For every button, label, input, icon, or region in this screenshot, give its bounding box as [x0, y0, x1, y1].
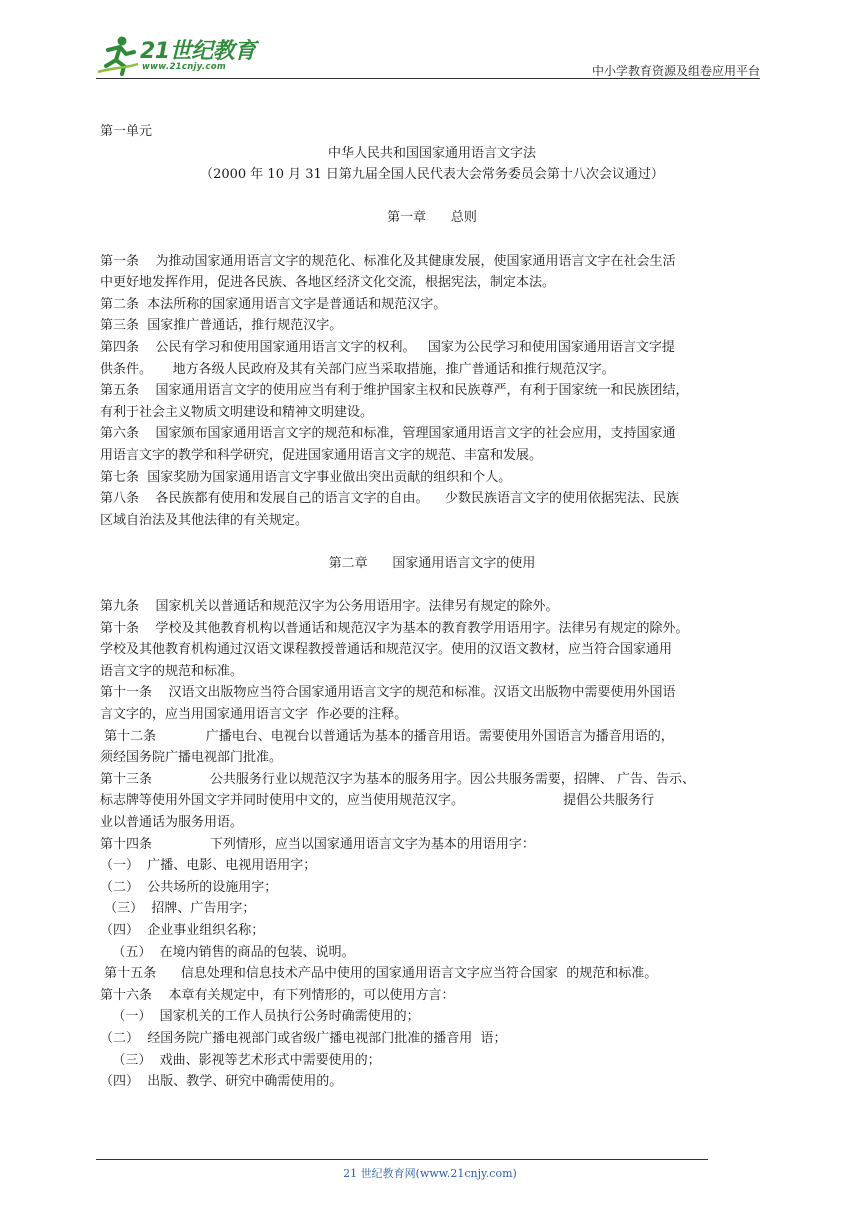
footer-link[interactable]: 21 世纪教育网(www.21cnjy.com) [343, 1167, 517, 1180]
text-line: 第六条 国家颁布国家通用语言文字的规范和标准，管理国家通用语言文字的社会应用，支持国家通 [100, 426, 676, 442]
document-body [100, 121, 764, 1093]
footer-divider [96, 1159, 708, 1160]
text-line: 第十五条 信息处理和信息技术产品中使用的国家通用语言文字应当符合国家 的规范和标准。 [100, 966, 658, 982]
text-line: 业以普通话为服务用语。 [100, 815, 244, 830]
text-line: （一） 国家机关的工作人员执行公务时确需使用的； [100, 1009, 420, 1025]
text-line: 第十四条 下列情形，应当以国家通用语言文字为基本的用语用字： [100, 836, 535, 852]
runner-icon [96, 34, 140, 78]
text-line: 第七条 国家奖励为国家通用语言文字事业做出突出贡献的组织和个人。 [100, 469, 512, 485]
text-line: 中更好地发挥作用，促进各民族、各地区经济文化交流，根据宪法，制定本法。 [100, 275, 556, 291]
page-header [96, 28, 760, 84]
text-line: 标志牌等使用外国文字并同时使用中文的，应当使用规范汉字。 提倡公共服务行 [100, 793, 655, 809]
text-line: （四） 出版、教学、研究中确需使用的。 [100, 1074, 343, 1090]
text-line: 第十二条 广播电台、电视台以普通话为基本的播音用语。需要使用外国语言为播音用语的， [100, 728, 674, 744]
logo-url: www.21cnjy.com [142, 62, 226, 72]
text-line: 第十三条 公共服务行业以规范汉字为基本的服务用字。因公共服务需要，招牌、 广告、告示、 [100, 771, 695, 787]
text-line: 第三条 国家推广普通话，推行规范汉字。 [100, 318, 343, 334]
text-line: （四） 企业事业组织名称； [100, 922, 265, 938]
header-divider [96, 78, 760, 79]
text-line: 供条件。 地方各级人民政府及其有关部门应当采取措施，推广普通话和推行规范汉字。 [100, 361, 615, 377]
text-line: （三） 戏曲、影视等艺术形式中需要使用的； [100, 1052, 381, 1068]
text-line: 区域自治法及其他法律的有关规定。 [100, 512, 309, 528]
text-line: 第二条 本法所称的国家通用语言文字是普通话和规范汉字。 [100, 296, 447, 312]
law-subtitle: （2000 年 10 月 31 日第九届全国人民代表大会常务委员会第十八次会议通过） [200, 167, 664, 183]
chapter-heading: 第二章 国家通用语言文字的使用 [328, 555, 536, 571]
text-line: （一） 广播、电影、电视用语用字； [100, 858, 317, 874]
text-line: 第四条 公民有学习和使用国家通用语言文字的权利。 国家为公民学习和使用国家通用语言文字提 [100, 339, 675, 355]
platform-name: 中小学教育资源及组卷应用平台 [591, 64, 760, 78]
law-title: 中华人民共和国国家通用语言文字法 [327, 145, 536, 161]
text-line: 有利于社会主义物质文明建设和精神文明建设。 [100, 404, 374, 420]
text-line: 第八条 各民族都有使用和发展自己的语言文字的自由。 少数民族语言文字的使用依据宪法、民族 [100, 491, 680, 507]
text-line: （二） 公共场所的设施用字； [100, 879, 278, 895]
text-line: 第十条 学校及其他教育机构以普通话和规范汉字为基本的教育教学用语用字。法律另有规定的除外。 [100, 620, 689, 636]
text-line: 第五条 国家通用语言文字的使用应当有利于维护国家主权和民族尊严，有利于国家统一和民族团结， [100, 383, 689, 399]
chapter-1-text [100, 251, 764, 532]
site-logo[interactable] [96, 34, 276, 78]
chapter-2-text [100, 596, 764, 1093]
text-line: （三） 招牌、广告用字； [100, 901, 256, 917]
text-line: 第十一条 汉语文出版物应当符合国家通用语言文字的规范和标准。汉语文出版物中需要使用外国语 [100, 685, 676, 701]
text-line: 第九条 国家机关以普通话和规范汉字为公务用语用字。法律另有规定的除外。 [100, 599, 559, 615]
text-line: （五） 在境内销售的商品的包装、说明。 [100, 944, 355, 960]
unit-label: 第一单元 [100, 124, 153, 139]
chapter-heading: 第一章 总则 [387, 210, 477, 226]
text-line: 用语言文字的教学和科学研究，促进国家通用语言文字的规范、丰富和发展。 [100, 447, 543, 463]
text-line: 第一条 为推动国家通用语言文字的规范化、标准化及其健康发展，使国家通用语言文字在社会生活 [100, 253, 676, 269]
text-line: 言文字的，应当用国家通用语言文字 作必要的注释。 [100, 707, 408, 723]
text-line: 学校及其他教育机构通过汉语文课程教授普通话和规范汉字。使用的汉语文教材，应当符合国家通用 [100, 642, 673, 658]
logo-text: 21世纪教育 [140, 39, 256, 64]
text-line: 语言文字的规范和标准。 [100, 663, 244, 679]
text-line: 须经国务院广播电视部门批准。 [100, 750, 283, 766]
text-line: （二） 经国务院广播电视部门或省级广播电视部门批准的播音用 语； [100, 1030, 507, 1046]
text-line: 第十六条 本章有关规定中，有下列情形的，可以使用方言： [100, 987, 455, 1003]
